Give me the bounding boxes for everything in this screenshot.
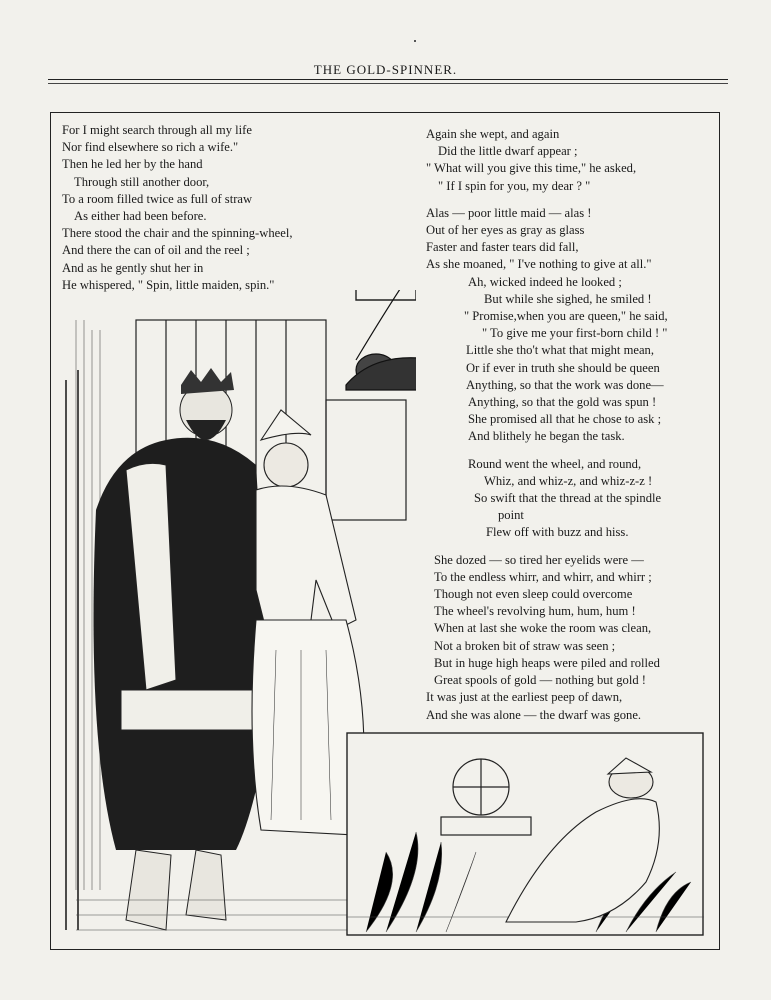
verse-line: There stood the chair and the spinning-wheel, (62, 226, 293, 241)
verse-line: It was just at the earliest peep of dawn, (426, 690, 623, 705)
verse-stanza (426, 456, 668, 542)
verse-line: He whispered, " Spin, little maiden, spin." (62, 277, 275, 292)
floor-hatching (76, 900, 386, 930)
verse-line: Not a broken bit of straw was seen ; (434, 638, 616, 653)
verse-line: Great spools of gold — nothing but gold ! (434, 673, 646, 688)
verse-line: And she was alone — the dwarf was gone. (426, 707, 642, 722)
gothic-window (356, 290, 416, 300)
left-verse (62, 122, 292, 294)
verse-line: Though not even sleep could overcome (434, 587, 633, 602)
verse-stanza (426, 126, 668, 195)
sleeping-maiden-illustration (346, 732, 704, 936)
verse-line: point (498, 508, 524, 523)
verse-line: As she moaned, " I've nothing to give at all." (426, 257, 652, 272)
page-title: THE GOLD-SPINNER. (313, 62, 458, 77)
verse-stanza (426, 205, 668, 446)
verse-line: As either had been before. (74, 209, 207, 224)
verse-line: Alas — poor little maid — alas ! (426, 205, 592, 220)
header-rule (48, 79, 728, 80)
verse-line: Round went the wheel, and round, (468, 456, 642, 471)
verse-line: " To give me your first-born child ! " (482, 326, 668, 341)
verse-line: Or if ever in truth she should be queen (466, 360, 660, 375)
king-figure (94, 368, 272, 930)
verse-line: But while she sighed, he smiled ! (484, 291, 652, 306)
verse-line: And there the can of oil and the reel ; (62, 243, 250, 258)
verse-line: Then he led her by the hand (62, 157, 203, 172)
verse-line: She promised all that he chose to ask ; (468, 412, 662, 427)
verse-line: Anything, so that the gold was spun ! (468, 395, 657, 410)
verse-line: Faster and faster tears did fall, (426, 240, 579, 255)
verse-line: Little she tho't what that might mean, (466, 343, 654, 358)
page-speck (414, 40, 416, 42)
verse-stanza (426, 552, 668, 724)
verse-line: Whiz, and whiz-z, and whiz-z-z ! (484, 473, 653, 488)
verse-line: Flew off with buzz and hiss. (486, 525, 629, 540)
verse-line: Anything, so that the work was done— (466, 377, 664, 392)
verse-line: The wheel's revolving hum, hum, hum ! (434, 604, 636, 619)
right-verse (426, 126, 668, 734)
verse-line: " If I spin for you, my dear ? " (438, 178, 591, 193)
dwarf-figure (346, 290, 416, 390)
verse-line: And blithely he began the task. (468, 429, 625, 444)
verse-line: Out of her eyes as gray as glass (426, 223, 585, 238)
verse-line: Did the little dwarf appear ; (438, 144, 578, 159)
verse-line: " What will you give this time," he asked, (426, 161, 637, 176)
verse-line: But in huge high heaps were piled and rolled (434, 655, 660, 670)
verse-line: And as he gently shut her in (62, 260, 204, 275)
verse-line: To a room filled twice as full of straw (62, 191, 253, 206)
verse-line: Nor find elsewhere so rich a wife." (62, 140, 239, 155)
verse-line: When at last she woke the room was clean, (434, 621, 652, 636)
verse-line: Through still another door, (74, 174, 210, 189)
verse-line: " Promise,when you are queen," he said, (464, 309, 668, 324)
verse-line: So swift that the thread at the spindle (474, 491, 662, 506)
verse-line: To the endless whirr, and whirr, and whirr ; (434, 569, 652, 584)
verse-line: For I might search through all my life (62, 123, 252, 137)
verse-line: She dozed — so tired her eyelids were — (434, 552, 644, 567)
header-rule-thin (48, 83, 728, 84)
verse-line: Again she wept, and again (426, 127, 560, 141)
verse-line: Ah, wicked indeed he looked ; (468, 274, 622, 289)
